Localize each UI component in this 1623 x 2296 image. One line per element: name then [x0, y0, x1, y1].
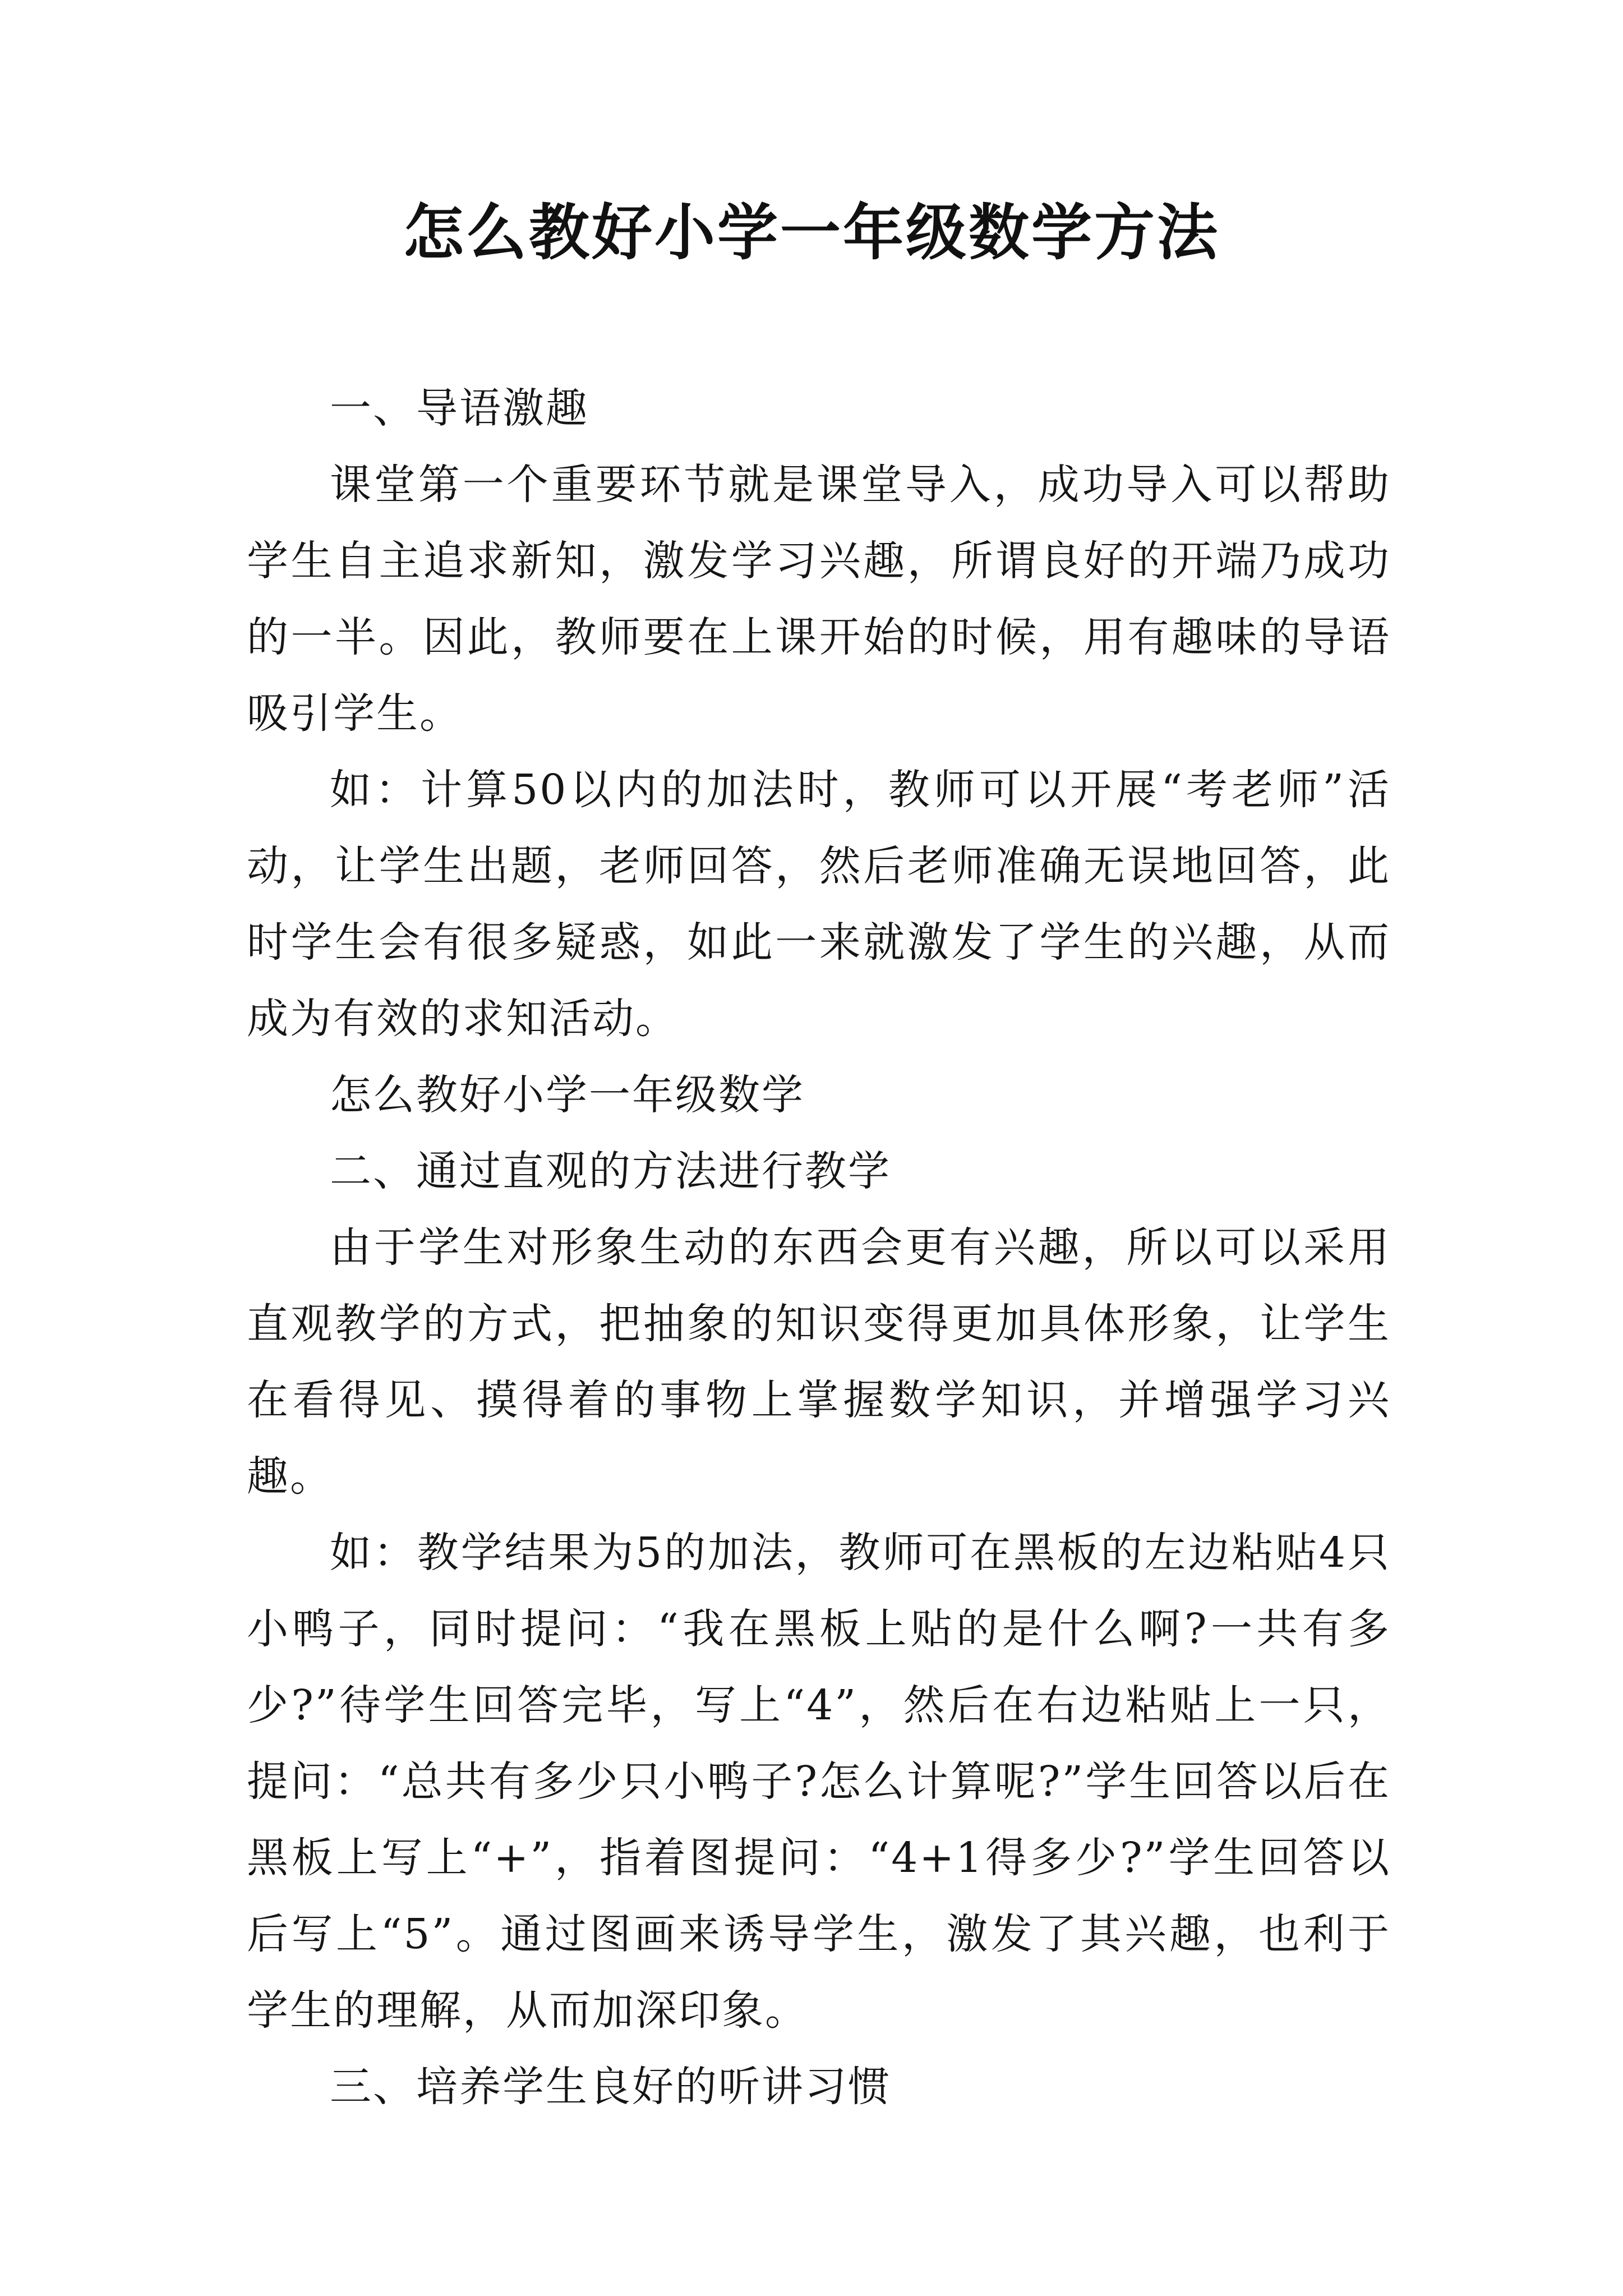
paragraph: 如：计算50以内的加法时，教师可以开展“考老师”活动，让学生出题，老师回答，然后老师准确无误地回答，此时学生会有很多疑惑，如此一来就激发了学生的兴趣，从而成为有效的求知活动。 [247, 766, 1391, 1043]
paragraph: 课堂第一个重要环节就是课堂导入，成功导入可以帮助学生自主追求新知，激发学习兴趣，所谓良好的开端乃成功的一半。因此，教师要在上课开始的时候，用有趣味的导语吸引学生。 [247, 461, 1391, 738]
section-heading-3: 三、培养学生良好的听讲习惯 [330, 2063, 891, 2111]
subtitle-line: 怎么教好小学一年级数学 [330, 1071, 805, 1119]
document-body [247, 370, 1391, 2125]
section-heading-1: 一、导语激趣 [330, 384, 589, 432]
paragraph: 如：教学结果为5的加法，教师可在黑板的左边粘贴4只小鸭子，同时提问：“我在黑板上贴的是什么啊?一共有多少?”待学生回答完毕，写上“4”，然后在右边粘贴上一只，提问：“总共有多少只小鸭子?怎么计算呢?”学生回答以后在黑板上写上“+”，指着图提问：“4+1得多少?”学生回答以后写上“5”。通过图画来诱导学生，激发了其兴趣，也利于学生的理解，从而加深印象。 [247, 1529, 1391, 2035]
section-heading-2: 二、通过直观的方法进行教学 [330, 1147, 891, 1195]
paragraph: 由于学生对形象生动的东西会更有兴趣，所以可以采用直观教学的方式，把抽象的知识变得更加具体形象，让学生在看得见、摸得着的事物上掌握数学知识，并增强学习兴趣。 [247, 1223, 1391, 1501]
document-title: 怎么教好小学一年级数学方法 [403, 197, 1220, 268]
